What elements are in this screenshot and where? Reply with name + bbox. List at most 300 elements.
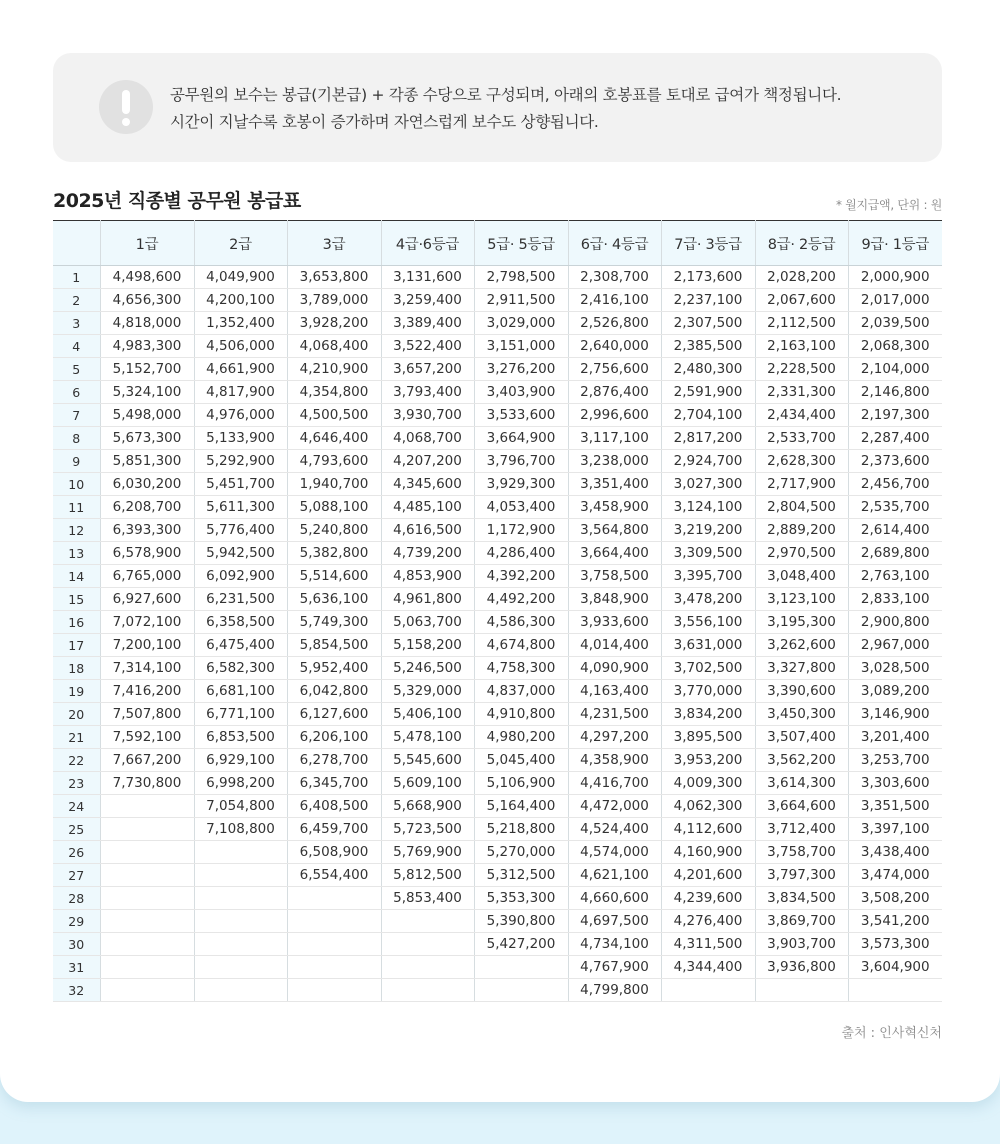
salary-cell: 3,604,900	[848, 956, 942, 979]
step-number: 1	[53, 266, 100, 289]
salary-cell: 2,480,300	[661, 358, 755, 381]
table-row	[53, 772, 942, 795]
salary-cell	[100, 933, 194, 956]
salary-cell: 3,351,500	[848, 795, 942, 818]
salary-cell: 3,522,400	[381, 335, 474, 358]
salary-cell: 2,163,100	[755, 335, 848, 358]
salary-cell: 6,092,900	[194, 565, 287, 588]
salary-cell: 4,910,800	[474, 703, 568, 726]
salary-cell: 5,451,700	[194, 473, 287, 496]
salary-cell: 3,556,100	[661, 611, 755, 634]
notice-line-1: 공무원의 보수는 봉급(기본급) + 각종 수당으로 구성되며, 아래의 호봉표를 토대로 급여가 책정됩니다.	[170, 86, 842, 104]
column-header: 4급·6등급	[381, 221, 474, 266]
salary-cell: 4,200,100	[194, 289, 287, 312]
salary-cell: 2,591,900	[661, 381, 755, 404]
step-number: 15	[53, 588, 100, 611]
salary-cell: 2,331,300	[755, 381, 848, 404]
salary-cell: 3,395,700	[661, 565, 755, 588]
table-row	[53, 818, 942, 841]
salary-cell: 2,970,500	[755, 542, 848, 565]
salary-cell: 1,352,400	[194, 312, 287, 335]
salary-cell: 5,329,000	[381, 680, 474, 703]
salary-cell: 5,246,500	[381, 657, 474, 680]
step-number: 30	[53, 933, 100, 956]
salary-cell: 3,562,200	[755, 749, 848, 772]
salary-cell: 4,014,400	[568, 634, 661, 657]
salary-cell: 7,416,200	[100, 680, 194, 703]
salary-cell: 6,231,500	[194, 588, 287, 611]
salary-cell: 4,697,500	[568, 910, 661, 933]
salary-cell: 3,758,500	[568, 565, 661, 588]
salary-cell: 4,344,400	[661, 956, 755, 979]
salary-cell: 5,427,200	[474, 933, 568, 956]
salary-cell: 3,573,300	[848, 933, 942, 956]
salary-cell: 3,450,300	[755, 703, 848, 726]
salary-cell: 2,804,500	[755, 496, 848, 519]
salary-cell: 4,210,900	[287, 358, 381, 381]
salary-cell: 6,998,200	[194, 772, 287, 795]
table-body	[53, 266, 942, 1002]
column-header: 1급	[100, 221, 194, 266]
salary-cell: 4,758,300	[474, 657, 568, 680]
salary-cell: 5,611,300	[194, 496, 287, 519]
salary-cell: 3,390,600	[755, 680, 848, 703]
salary-cell	[100, 795, 194, 818]
table-row	[53, 887, 942, 910]
notice-line-2: 시간이 지날수록 호봉이 증가하며 자연스럽게 보수도 상향됩니다.	[170, 113, 599, 131]
salary-cell: 2,876,400	[568, 381, 661, 404]
salary-cell: 6,278,700	[287, 749, 381, 772]
salary-cell: 4,976,000	[194, 404, 287, 427]
salary-cell: 2,717,900	[755, 473, 848, 496]
salary-cell: 3,309,500	[661, 542, 755, 565]
salary-cell: 2,237,100	[661, 289, 755, 312]
salary-cell: 4,498,600	[100, 266, 194, 289]
salary-cell: 5,812,500	[381, 864, 474, 887]
salary-cell: 4,416,700	[568, 772, 661, 795]
table-row	[53, 611, 942, 634]
salary-cell: 4,500,500	[287, 404, 381, 427]
salary-cell: 5,723,500	[381, 818, 474, 841]
salary-cell	[194, 910, 287, 933]
table-title: 2025년 직종별 공무원 봉급표	[53, 190, 301, 212]
salary-cell: 3,936,800	[755, 956, 848, 979]
table-row	[53, 542, 942, 565]
salary-cell: 5,312,500	[474, 864, 568, 887]
table-row	[53, 703, 942, 726]
salary-cell: 4,009,300	[661, 772, 755, 795]
salary-cell: 3,028,500	[848, 657, 942, 680]
salary-cell: 5,498,000	[100, 404, 194, 427]
step-number: 26	[53, 841, 100, 864]
salary-cell: 2,628,300	[755, 450, 848, 473]
salary-cell: 4,053,400	[474, 496, 568, 519]
salary-cell	[100, 887, 194, 910]
table-row	[53, 634, 942, 657]
salary-cell: 7,667,200	[100, 749, 194, 772]
salary-cell: 5,545,600	[381, 749, 474, 772]
salary-cell: 2,307,500	[661, 312, 755, 335]
salary-cell: 3,797,300	[755, 864, 848, 887]
salary-cell	[100, 864, 194, 887]
salary-cell	[100, 818, 194, 841]
table-row	[53, 864, 942, 887]
salary-cell: 2,900,800	[848, 611, 942, 634]
salary-cell: 2,533,700	[755, 427, 848, 450]
salary-cell: 2,535,700	[848, 496, 942, 519]
salary-cell: 4,311,500	[661, 933, 755, 956]
table-row	[53, 588, 942, 611]
step-number: 32	[53, 979, 100, 1002]
salary-cell: 7,072,100	[100, 611, 194, 634]
salary-cell	[381, 979, 474, 1002]
salary-cell: 5,218,800	[474, 818, 568, 841]
salary-cell: 3,389,400	[381, 312, 474, 335]
salary-cell: 3,895,500	[661, 726, 755, 749]
salary-cell: 2,039,500	[848, 312, 942, 335]
salary-cell: 3,631,000	[661, 634, 755, 657]
salary-cell: 3,303,600	[848, 772, 942, 795]
salary-cell: 5,749,300	[287, 611, 381, 634]
salary-cell: 3,834,200	[661, 703, 755, 726]
salary-cell	[661, 979, 755, 1002]
salary-cell: 3,219,200	[661, 519, 755, 542]
column-header: 7급· 3등급	[661, 221, 755, 266]
salary-cell: 3,458,900	[568, 496, 661, 519]
step-number: 24	[53, 795, 100, 818]
salary-cell: 2,373,600	[848, 450, 942, 473]
salary-cell: 3,027,300	[661, 473, 755, 496]
salary-cell: 2,028,200	[755, 266, 848, 289]
salary-cell: 5,854,500	[287, 634, 381, 657]
salary-cell	[194, 887, 287, 910]
salary-cell: 5,609,100	[381, 772, 474, 795]
step-number: 20	[53, 703, 100, 726]
salary-cell: 7,507,800	[100, 703, 194, 726]
salary-cell: 5,952,400	[287, 657, 381, 680]
salary-cell: 5,152,700	[100, 358, 194, 381]
salary-cell: 3,117,100	[568, 427, 661, 450]
salary-cell: 5,851,300	[100, 450, 194, 473]
salary-cell: 3,262,600	[755, 634, 848, 657]
salary-cell	[100, 979, 194, 1002]
salary-cell: 4,656,300	[100, 289, 194, 312]
salary-cell: 4,817,900	[194, 381, 287, 404]
table-row	[53, 795, 942, 818]
salary-cell: 6,393,300	[100, 519, 194, 542]
salary-cell: 3,089,200	[848, 680, 942, 703]
table-row	[53, 266, 942, 289]
table-row	[53, 519, 942, 542]
salary-cell: 5,668,900	[381, 795, 474, 818]
salary-cell	[381, 933, 474, 956]
salary-cell: 5,353,300	[474, 887, 568, 910]
salary-cell: 5,088,100	[287, 496, 381, 519]
salary-cell: 2,228,500	[755, 358, 848, 381]
salary-cell: 2,000,900	[848, 266, 942, 289]
salary-cell	[194, 933, 287, 956]
salary-cell: 3,933,600	[568, 611, 661, 634]
salary-cell: 2,308,700	[568, 266, 661, 289]
salary-cell: 3,403,900	[474, 381, 568, 404]
salary-cell: 4,345,600	[381, 473, 474, 496]
salary-cell: 2,640,000	[568, 335, 661, 358]
salary-cell: 5,636,100	[287, 588, 381, 611]
salary-cell: 5,106,900	[474, 772, 568, 795]
salary-cell: 2,434,400	[755, 404, 848, 427]
salary-cell: 2,924,700	[661, 450, 755, 473]
salary-cell: 3,929,300	[474, 473, 568, 496]
table-row	[53, 427, 942, 450]
source-note: 출처 : 인사혁신처	[841, 1026, 942, 1041]
salary-cell: 3,653,800	[287, 266, 381, 289]
salary-cell: 2,287,400	[848, 427, 942, 450]
salary-cell: 2,067,600	[755, 289, 848, 312]
salary-cell	[100, 841, 194, 864]
salary-cell: 5,164,400	[474, 795, 568, 818]
salary-cell: 4,068,700	[381, 427, 474, 450]
step-number: 19	[53, 680, 100, 703]
salary-cell: 6,578,900	[100, 542, 194, 565]
step-number: 13	[53, 542, 100, 565]
salary-cell: 4,799,800	[568, 979, 661, 1002]
salary-cell: 4,524,400	[568, 818, 661, 841]
salary-cell: 3,702,500	[661, 657, 755, 680]
salary-cell: 6,771,100	[194, 703, 287, 726]
salary-cell: 3,195,300	[755, 611, 848, 634]
table-row	[53, 496, 942, 519]
salary-cell: 5,063,700	[381, 611, 474, 634]
step-number: 4	[53, 335, 100, 358]
salary-cell: 3,508,200	[848, 887, 942, 910]
salary-cell	[755, 979, 848, 1002]
salary-cell: 4,354,800	[287, 381, 381, 404]
unit-note: * 월지급액, 단위 : 원	[835, 198, 942, 212]
column-header: 2급	[194, 221, 287, 266]
salary-cell: 3,758,700	[755, 841, 848, 864]
salary-cell: 4,739,200	[381, 542, 474, 565]
salary-cell: 3,541,200	[848, 910, 942, 933]
salary-cell: 5,133,900	[194, 427, 287, 450]
salary-cell: 3,834,500	[755, 887, 848, 910]
salary-cell: 3,438,400	[848, 841, 942, 864]
salary-cell: 3,474,000	[848, 864, 942, 887]
table-row	[53, 726, 942, 749]
salary-cell: 6,459,700	[287, 818, 381, 841]
salary-cell: 3,478,200	[661, 588, 755, 611]
salary-cell: 3,712,400	[755, 818, 848, 841]
salary-cell: 5,406,100	[381, 703, 474, 726]
column-header: 3급	[287, 221, 381, 266]
salary-cell: 3,124,100	[661, 496, 755, 519]
salary-cell: 4,621,100	[568, 864, 661, 887]
salary-cell: 5,045,400	[474, 749, 568, 772]
step-number: 23	[53, 772, 100, 795]
salary-cell: 5,390,800	[474, 910, 568, 933]
column-header: 5급· 5등급	[474, 221, 568, 266]
salary-cell: 3,564,800	[568, 519, 661, 542]
salary-cell: 3,796,700	[474, 450, 568, 473]
table-row	[53, 473, 942, 496]
table-row	[53, 657, 942, 680]
salary-cell: 6,408,500	[287, 795, 381, 818]
salary-cell: 4,674,800	[474, 634, 568, 657]
salary-cell	[194, 841, 287, 864]
salary-cell: 4,793,600	[287, 450, 381, 473]
salary-cell	[194, 864, 287, 887]
salary-cell: 3,664,900	[474, 427, 568, 450]
salary-cell: 4,586,300	[474, 611, 568, 634]
step-number: 3	[53, 312, 100, 335]
salary-cell: 2,173,600	[661, 266, 755, 289]
table-row	[53, 450, 942, 473]
salary-cell: 2,833,100	[848, 588, 942, 611]
salary-cell: 3,614,300	[755, 772, 848, 795]
step-number: 8	[53, 427, 100, 450]
salary-cell: 5,158,200	[381, 634, 474, 657]
salary-cell: 2,614,400	[848, 519, 942, 542]
salary-cell: 2,197,300	[848, 404, 942, 427]
salary-cell: 3,131,600	[381, 266, 474, 289]
salary-cell: 3,793,400	[381, 381, 474, 404]
salary-cell: 3,276,200	[474, 358, 568, 381]
salary-cell: 4,646,400	[287, 427, 381, 450]
salary-cell: 6,475,400	[194, 634, 287, 657]
salary-cell: 5,324,100	[100, 381, 194, 404]
salary-cell: 4,660,600	[568, 887, 661, 910]
salary-cell	[474, 956, 568, 979]
salary-cell: 6,042,800	[287, 680, 381, 703]
notice-text	[170, 82, 930, 136]
salary-cell	[100, 910, 194, 933]
salary-cell: 5,769,900	[381, 841, 474, 864]
salary-cell: 3,657,200	[381, 358, 474, 381]
salary-cell: 3,928,200	[287, 312, 381, 335]
table-header-row	[53, 221, 942, 266]
salary-table	[53, 220, 942, 1002]
step-number: 11	[53, 496, 100, 519]
salary-cell: 2,704,100	[661, 404, 755, 427]
salary-cell: 4,163,400	[568, 680, 661, 703]
table-row	[53, 565, 942, 588]
table-row	[53, 910, 942, 933]
salary-cell: 2,526,800	[568, 312, 661, 335]
salary-cell: 6,345,700	[287, 772, 381, 795]
table-row	[53, 933, 942, 956]
salary-cell: 3,123,100	[755, 588, 848, 611]
salary-cell: 4,049,900	[194, 266, 287, 289]
salary-cell: 5,382,800	[287, 542, 381, 565]
salary-cell: 3,259,400	[381, 289, 474, 312]
salary-cell: 7,054,800	[194, 795, 287, 818]
salary-cell: 3,397,100	[848, 818, 942, 841]
salary-cell: 4,983,300	[100, 335, 194, 358]
step-number: 27	[53, 864, 100, 887]
salary-cell: 3,533,600	[474, 404, 568, 427]
salary-cell: 5,240,800	[287, 519, 381, 542]
salary-cell: 6,765,000	[100, 565, 194, 588]
salary-cell: 4,112,600	[661, 818, 755, 841]
salary-cell: 7,108,800	[194, 818, 287, 841]
salary-cell: 4,068,400	[287, 335, 381, 358]
salary-cell: 3,770,000	[661, 680, 755, 703]
salary-cell: 4,661,900	[194, 358, 287, 381]
salary-cell: 4,392,200	[474, 565, 568, 588]
salary-cell: 4,207,200	[381, 450, 474, 473]
salary-cell: 4,358,900	[568, 749, 661, 772]
salary-cell: 2,996,600	[568, 404, 661, 427]
salary-cell: 4,485,100	[381, 496, 474, 519]
salary-cell	[381, 910, 474, 933]
salary-cell: 5,942,500	[194, 542, 287, 565]
table-row	[53, 749, 942, 772]
header-step	[53, 221, 100, 266]
salary-cell: 5,292,900	[194, 450, 287, 473]
salary-cell: 2,689,800	[848, 542, 942, 565]
salary-cell: 4,472,000	[568, 795, 661, 818]
salary-cell: 3,848,900	[568, 588, 661, 611]
salary-cell: 3,664,600	[755, 795, 848, 818]
table-row	[53, 289, 942, 312]
exclamation-icon	[99, 80, 153, 134]
salary-cell	[287, 933, 381, 956]
salary-cell	[381, 956, 474, 979]
salary-cell: 3,048,400	[755, 565, 848, 588]
salary-cell: 6,681,100	[194, 680, 287, 703]
salary-cell: 4,818,000	[100, 312, 194, 335]
salary-cell: 3,146,900	[848, 703, 942, 726]
salary-cell: 6,358,500	[194, 611, 287, 634]
step-number: 25	[53, 818, 100, 841]
salary-cell: 4,201,600	[661, 864, 755, 887]
salary-cell: 2,068,300	[848, 335, 942, 358]
salary-cell: 3,029,000	[474, 312, 568, 335]
step-number: 12	[53, 519, 100, 542]
salary-cell: 6,030,200	[100, 473, 194, 496]
salary-cell: 3,238,000	[568, 450, 661, 473]
salary-cell: 4,276,400	[661, 910, 755, 933]
salary-cell: 4,767,900	[568, 956, 661, 979]
salary-cell: 2,112,500	[755, 312, 848, 335]
salary-cell: 2,385,500	[661, 335, 755, 358]
salary-cell: 6,127,600	[287, 703, 381, 726]
salary-cell: 4,286,400	[474, 542, 568, 565]
step-number: 21	[53, 726, 100, 749]
salary-cell: 6,929,100	[194, 749, 287, 772]
step-number: 18	[53, 657, 100, 680]
step-number: 7	[53, 404, 100, 427]
salary-cell: 4,961,800	[381, 588, 474, 611]
salary-cell: 3,930,700	[381, 404, 474, 427]
salary-cell: 2,967,000	[848, 634, 942, 657]
salary-cell: 6,927,600	[100, 588, 194, 611]
salary-cell: 2,889,200	[755, 519, 848, 542]
salary-cell	[848, 979, 942, 1002]
column-header: 8급· 2등급	[755, 221, 848, 266]
step-number: 17	[53, 634, 100, 657]
salary-cell: 5,776,400	[194, 519, 287, 542]
salary-cell: 6,206,100	[287, 726, 381, 749]
salary-cell: 4,090,900	[568, 657, 661, 680]
salary-cell: 4,239,600	[661, 887, 755, 910]
step-number: 29	[53, 910, 100, 933]
salary-cell: 3,664,400	[568, 542, 661, 565]
salary-cell: 1,940,700	[287, 473, 381, 496]
salary-cell	[287, 956, 381, 979]
salary-cell: 6,853,500	[194, 726, 287, 749]
step-number: 2	[53, 289, 100, 312]
table-row	[53, 680, 942, 703]
